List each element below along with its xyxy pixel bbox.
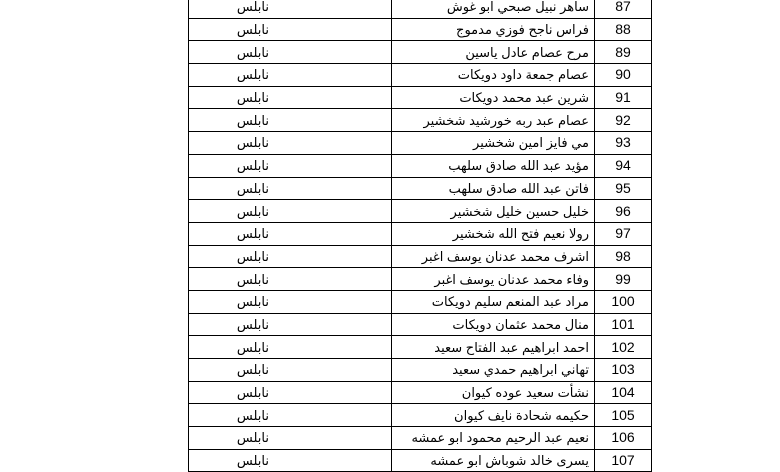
full-name-cell: مي فايز امين شخشير [392, 132, 595, 155]
table-row [189, 222, 652, 245]
full-name-cell: فاتن عبد الله صادق سلهب [392, 177, 595, 200]
row-number-cell: 93 [595, 132, 652, 155]
table-row [189, 404, 652, 427]
city-cell: نابلس [189, 268, 392, 291]
city-cell: نابلس [189, 64, 392, 87]
full-name-cell: تهاني ابراهيم حمدي سعيد [392, 359, 595, 382]
table-row [189, 109, 652, 132]
table-row [189, 132, 652, 155]
city-cell: نابلس [189, 109, 392, 132]
table-row [189, 359, 652, 382]
full-name-cell: ساهر نبيل صبحي ابو غوش [392, 0, 595, 18]
city-cell: نابلس [189, 245, 392, 268]
table-row [189, 290, 652, 313]
table-row [189, 177, 652, 200]
city-cell: نابلس [189, 427, 392, 450]
city-cell: نابلس [189, 404, 392, 427]
row-number-cell: 102 [595, 336, 652, 359]
city-cell: نابلس [189, 336, 392, 359]
full-name-cell: خليل حسين خليل شخشير [392, 200, 595, 223]
table-row [189, 268, 652, 291]
table-row [189, 200, 652, 223]
row-number-cell: 91 [595, 86, 652, 109]
table-row [189, 449, 652, 472]
city-cell: نابلس [189, 177, 392, 200]
full-name-cell: يسرى خالد شوباش ابو عمشه [392, 449, 595, 472]
row-number-cell: 90 [595, 64, 652, 87]
table-row [189, 336, 652, 359]
city-cell: نابلس [189, 154, 392, 177]
full-name-cell: شرين عبد محمد دويكات [392, 86, 595, 109]
city-cell: نابلس [189, 313, 392, 336]
row-number-cell: 92 [595, 109, 652, 132]
table-row [189, 154, 652, 177]
full-name-cell: مؤيد عبد الله صادق سلهب [392, 154, 595, 177]
city-cell: نابلس [189, 0, 392, 18]
city-cell: نابلس [189, 200, 392, 223]
names-table-container [188, 0, 649, 472]
names-table-body [189, 0, 652, 472]
table-row [189, 64, 652, 87]
city-cell: نابلس [189, 86, 392, 109]
full-name-cell: نعيم عبد الرحيم محمود ابو عمشه [392, 427, 595, 450]
names-table [188, 0, 652, 472]
full-name-cell: مراد عبد المنعم سليم دويكات [392, 290, 595, 313]
table-row [189, 41, 652, 64]
full-name-cell: وفاء محمد عدنان يوسف اغبر [392, 268, 595, 291]
row-number-cell: 96 [595, 200, 652, 223]
full-name-cell: رولا نعيم فتح الله شخشير [392, 222, 595, 245]
city-cell: نابلس [189, 222, 392, 245]
full-name-cell: عصام عبد ربه خورشيد شخشير [392, 109, 595, 132]
city-cell: نابلس [189, 18, 392, 41]
row-number-cell: 94 [595, 154, 652, 177]
table-row [189, 18, 652, 41]
city-cell: نابلس [189, 290, 392, 313]
full-name-cell: نشأت سعيد عوده كيوان [392, 381, 595, 404]
full-name-cell: احمد ابراهيم عبد الفتاح سعيد [392, 336, 595, 359]
row-number-cell: 101 [595, 313, 652, 336]
row-number-cell: 89 [595, 41, 652, 64]
full-name-cell: حكيمه شحادة نايف كيوان [392, 404, 595, 427]
city-cell: نابلس [189, 359, 392, 382]
table-row [189, 0, 652, 18]
row-number-cell: 87 [595, 0, 652, 18]
table-row [189, 427, 652, 450]
full-name-cell: منال محمد عثمان دويكات [392, 313, 595, 336]
city-cell: نابلس [189, 132, 392, 155]
row-number-cell: 106 [595, 427, 652, 450]
full-name-cell: اشرف محمد عدنان يوسف اغبر [392, 245, 595, 268]
full-name-cell: فراس ناجح فوزي مدموج [392, 18, 595, 41]
row-number-cell: 88 [595, 18, 652, 41]
city-cell: نابلس [189, 449, 392, 472]
full-name-cell: مرح عصام عادل ياسين [392, 41, 595, 64]
row-number-cell: 105 [595, 404, 652, 427]
row-number-cell: 104 [595, 381, 652, 404]
city-cell: نابلس [189, 41, 392, 64]
row-number-cell: 97 [595, 222, 652, 245]
row-number-cell: 98 [595, 245, 652, 268]
row-number-cell: 100 [595, 290, 652, 313]
table-row [189, 313, 652, 336]
full-name-cell: عصام جمعة داود دويكات [392, 64, 595, 87]
city-cell: نابلس [189, 381, 392, 404]
table-row [189, 86, 652, 109]
row-number-cell: 103 [595, 359, 652, 382]
row-number-cell: 107 [595, 449, 652, 472]
row-number-cell: 95 [595, 177, 652, 200]
row-number-cell: 99 [595, 268, 652, 291]
table-row [189, 245, 652, 268]
table-row [189, 381, 652, 404]
